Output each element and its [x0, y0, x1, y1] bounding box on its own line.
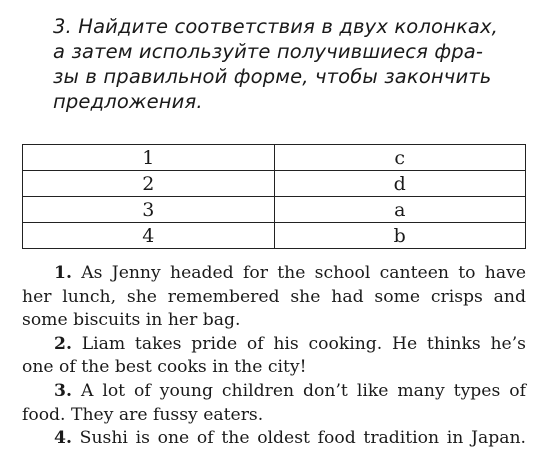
- sentence-line: her lunch, she remembered she had some crisps and: [22, 286, 526, 307]
- table-row: [23, 171, 526, 197]
- table-cell-number: 1: [23, 145, 275, 171]
- sentence-number: 2.: [54, 333, 72, 354]
- table-cell-letter: d: [274, 171, 526, 197]
- sentence-list: [22, 262, 526, 451]
- sentence-text: Sushi is one of the oldest food tradition in Japan.: [79, 428, 526, 449]
- sentence-line: food. They are fussy eaters.: [22, 404, 264, 425]
- sentence-line: [22, 262, 526, 286]
- task-line: зы в правильной форме, чтобы закончить: [53, 65, 492, 88]
- sentence-number: 4.: [54, 428, 72, 449]
- sentence-text: A lot of young children don’t like many types of: [80, 380, 526, 401]
- task-instructions: [53, 14, 523, 114]
- sentence-item: [22, 380, 526, 427]
- sentence-item: [22, 333, 526, 380]
- sentence-line: [22, 333, 526, 357]
- task-line: предложения.: [53, 90, 203, 113]
- table-row: [23, 197, 526, 223]
- sentence-text: Liam takes pride of his cooking. He thinks he’s: [81, 333, 526, 354]
- sentence-line: some biscuits in her bag.: [22, 310, 241, 331]
- sentence-line: [22, 380, 526, 404]
- table-cell-number: 2: [23, 171, 275, 197]
- sentence-number: 3.: [54, 380, 72, 401]
- table-row: [23, 145, 526, 171]
- table-cell-number: 3: [23, 197, 275, 223]
- table-cell-letter: a: [274, 197, 526, 223]
- table-cell-number: 4: [23, 223, 275, 249]
- table-cell-letter: b: [274, 223, 526, 249]
- answer-table: [22, 144, 526, 249]
- sentence-line: [22, 427, 526, 451]
- sentence-item: [22, 262, 526, 333]
- table-row: [23, 223, 526, 249]
- table-cell-letter: c: [274, 145, 526, 171]
- task-line: а затем используйте получившиеся фра-: [53, 40, 484, 63]
- task-line: 3. Найдите соответствия в двух колонках,: [53, 15, 499, 38]
- sentence-number: 1.: [54, 263, 72, 283]
- sentence-item: [22, 427, 526, 451]
- sentence-text: As Jenny headed for the school canteen to have: [81, 263, 526, 283]
- sentence-line: one of the best cooks in the city!: [22, 357, 307, 378]
